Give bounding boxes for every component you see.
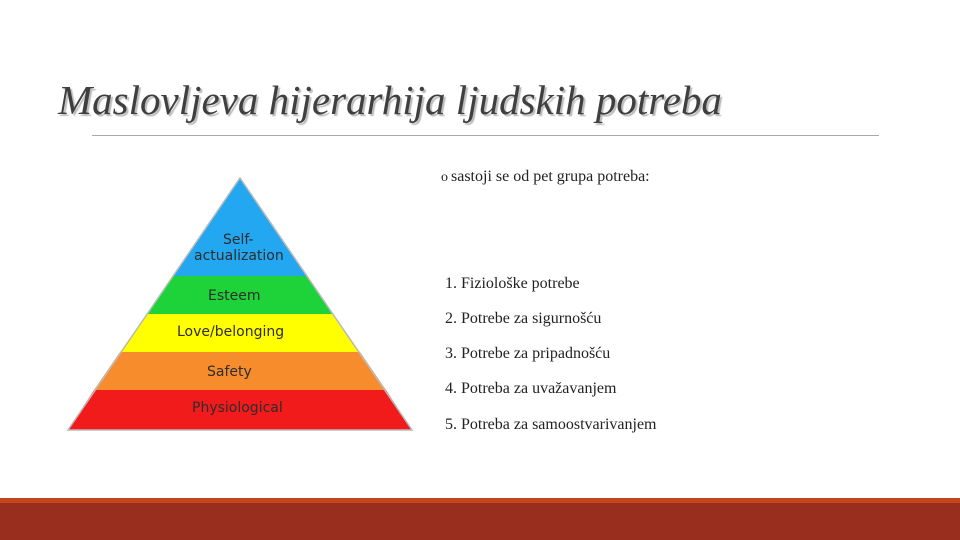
list-item-4: 4. Potreba za uvažavanjem <box>445 380 617 397</box>
intro-text: sastoji se od pet grupa potreba: <box>451 168 650 185</box>
tier-label-self-line2: actualization <box>194 248 284 264</box>
footer-bar <box>0 498 960 540</box>
list-item-2: 2. Potrebe za sigurnošću <box>445 310 602 327</box>
intro-line <box>441 168 650 186</box>
bullet-marker: o <box>441 170 448 185</box>
tier-label-love-belonging: Love/belonging <box>177 324 285 340</box>
list-item-3: 3. Potrebe za pripadnošću <box>445 345 611 362</box>
list-item-1: 1. Fiziološke potrebe <box>445 275 580 292</box>
tier-label-physiological: Physiological <box>192 400 283 416</box>
tier-label-self-line1: Self- <box>223 232 254 248</box>
maslow-pyramid <box>66 176 416 434</box>
tier-label-esteem: Esteem <box>208 288 261 304</box>
list-item-5: 5. Potreba za samoostvarivanjem <box>445 416 657 433</box>
title-divider <box>92 135 879 136</box>
slide-title: Maslovljeva hijerarhija ljudskih potreba <box>58 77 722 123</box>
tier-label-safety: Safety <box>207 364 252 380</box>
